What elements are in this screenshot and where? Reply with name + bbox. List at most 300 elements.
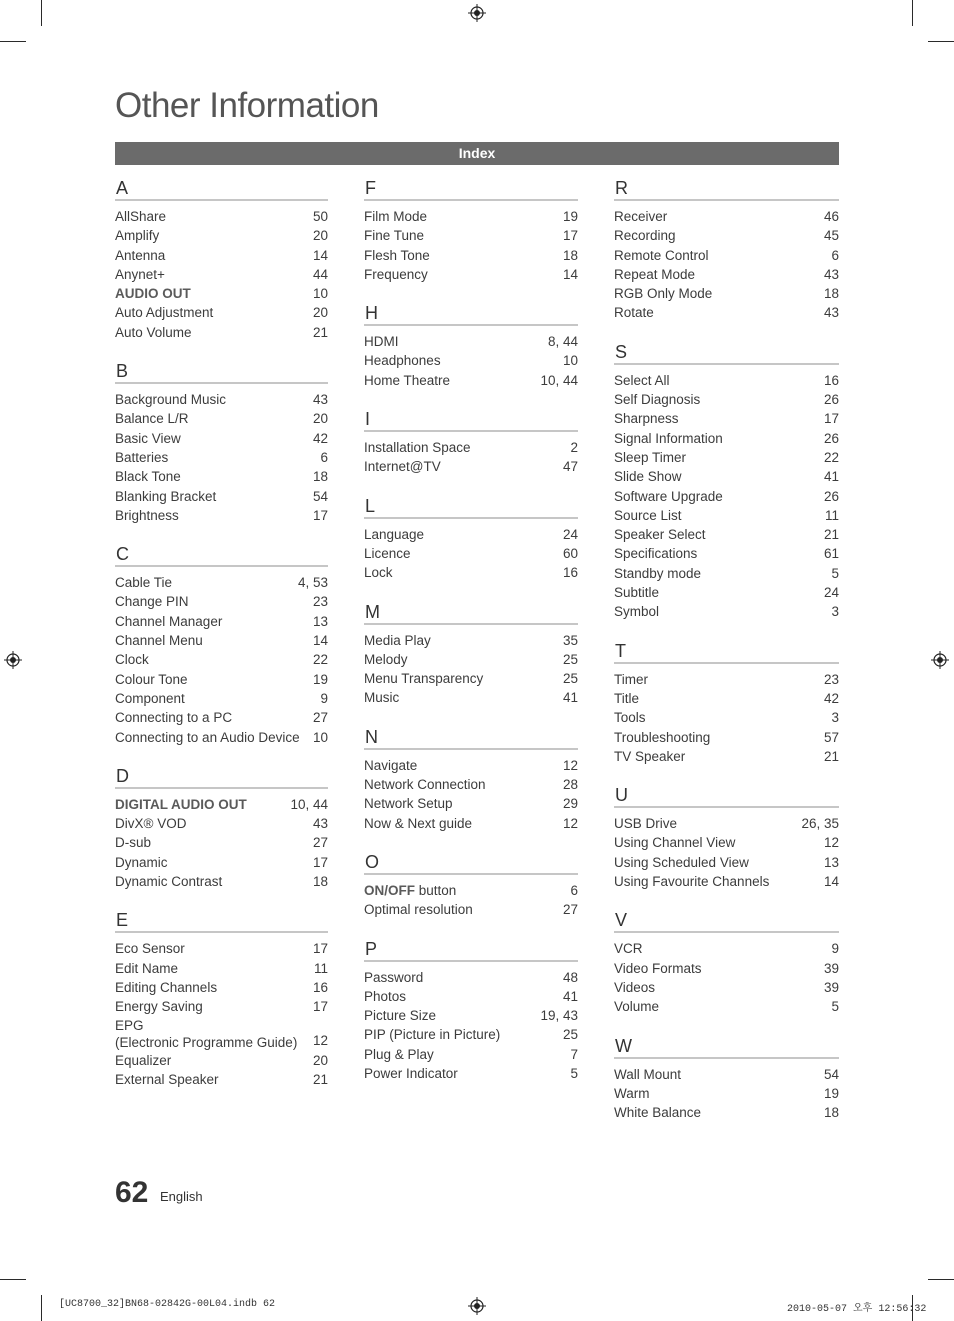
index-page-ref: 10, 44 bbox=[290, 796, 328, 812]
index-entry bbox=[115, 872, 328, 891]
index-entry bbox=[614, 409, 839, 428]
index-entry bbox=[614, 997, 839, 1016]
index-entry bbox=[115, 323, 328, 342]
index-term: Connecting to a PC bbox=[115, 710, 233, 726]
index-entry bbox=[614, 467, 839, 486]
index-term: Tools bbox=[614, 710, 646, 726]
index-page-ref: 18 bbox=[312, 469, 328, 485]
index-page-ref: 22 bbox=[312, 652, 328, 668]
index-entry bbox=[364, 544, 578, 563]
index-entry bbox=[614, 544, 839, 563]
index-entry bbox=[115, 959, 328, 978]
crop-mark bbox=[41, 0, 42, 26]
index-entry bbox=[115, 573, 328, 592]
index-term: Fine Tune bbox=[364, 228, 425, 244]
index-page-ref: 10 bbox=[312, 729, 328, 745]
index-term: Sleep Timer bbox=[614, 449, 687, 465]
index-entry bbox=[614, 226, 839, 245]
index-entry bbox=[364, 525, 578, 544]
section-letter: W bbox=[614, 1036, 839, 1059]
index-term: DIGITAL AUDIO OUT bbox=[115, 796, 247, 812]
index-entry bbox=[614, 959, 839, 978]
index-term: Volume bbox=[614, 999, 660, 1015]
index-entry bbox=[364, 332, 578, 351]
index-page-ref: 28 bbox=[562, 777, 578, 793]
index-term: Repeat Mode bbox=[614, 266, 696, 282]
index-entry bbox=[614, 371, 839, 390]
index-page-ref: 20 bbox=[312, 411, 328, 427]
index-entry bbox=[115, 487, 328, 506]
index-page-ref: 20 bbox=[312, 228, 328, 244]
index-page-ref: 25 bbox=[562, 671, 578, 687]
index-term: Language bbox=[364, 526, 425, 542]
index-term: Speaker Select bbox=[614, 527, 706, 543]
index-page-ref: 16 bbox=[562, 565, 578, 581]
index-term: Melody bbox=[364, 651, 408, 667]
index-page-ref: 23 bbox=[312, 594, 328, 610]
index-entry bbox=[364, 226, 578, 245]
index-entry bbox=[614, 448, 839, 467]
section-letter: E bbox=[115, 910, 328, 933]
section-letter: B bbox=[115, 361, 328, 384]
index-page-ref: 26 bbox=[823, 430, 839, 446]
index-entry bbox=[614, 246, 839, 265]
index-page-ref: 54 bbox=[823, 1066, 839, 1082]
index-page-ref: 2 bbox=[570, 440, 578, 456]
index-page-ref: 60 bbox=[562, 545, 578, 561]
index-entry bbox=[115, 833, 328, 852]
print-slug-file: [UC8700_32]BN68-02842G-00L04.indb 62 bbox=[59, 1299, 276, 1310]
index-entry bbox=[115, 1070, 328, 1089]
section-letter: S bbox=[614, 342, 839, 365]
index-page-ref: 17 bbox=[823, 411, 839, 427]
index-page-ref: 42 bbox=[312, 430, 328, 446]
index-term: Recording bbox=[614, 228, 676, 244]
index-entry bbox=[614, 853, 839, 872]
crop-mark bbox=[928, 1279, 954, 1280]
index-page-ref: 3 bbox=[831, 710, 839, 726]
index-term: Picture Size bbox=[364, 1008, 437, 1024]
index-section-v bbox=[614, 910, 839, 1016]
index-entry bbox=[115, 226, 328, 245]
index-entry bbox=[115, 429, 328, 448]
index-entry bbox=[364, 631, 578, 650]
index-entry bbox=[115, 448, 328, 467]
index-column-3 bbox=[614, 178, 839, 1141]
index-page-ref: 5 bbox=[831, 999, 839, 1015]
index-page-ref: 19 bbox=[312, 671, 328, 687]
index-entry bbox=[115, 978, 328, 997]
index-page-ref: 10 bbox=[562, 353, 578, 369]
section-letter: N bbox=[364, 727, 578, 750]
index-term: ON/OFF button bbox=[364, 882, 457, 898]
index-entry bbox=[364, 900, 578, 919]
index-term: Warm bbox=[614, 1085, 650, 1101]
index-entry bbox=[115, 997, 328, 1016]
index-term: Lock bbox=[364, 565, 393, 581]
index-term: White Balance bbox=[614, 1105, 702, 1121]
index-term: Blanking Bracket bbox=[115, 488, 217, 504]
index-page-ref: 43 bbox=[312, 816, 328, 832]
index-section-w bbox=[614, 1036, 839, 1123]
index-entry bbox=[364, 756, 578, 775]
index-page-ref: 14 bbox=[562, 266, 578, 282]
index-section-a bbox=[115, 178, 328, 342]
index-entry bbox=[614, 978, 839, 997]
index-term: Colour Tone bbox=[115, 671, 188, 687]
index-entry bbox=[115, 795, 328, 814]
index-term: USB Drive bbox=[614, 816, 678, 832]
index-entry bbox=[115, 506, 328, 525]
registration-mark-icon bbox=[931, 651, 949, 669]
section-letter: M bbox=[364, 602, 578, 625]
page-language: English bbox=[160, 1189, 203, 1204]
index-page-ref: 22 bbox=[823, 449, 839, 465]
index-entry bbox=[364, 265, 578, 284]
index-entry bbox=[115, 814, 328, 833]
index-section-s bbox=[614, 342, 839, 622]
index-page-ref: 13 bbox=[823, 854, 839, 870]
index-page-ref: 16 bbox=[823, 372, 839, 388]
index-section-m bbox=[364, 602, 578, 708]
index-page-ref: 21 bbox=[312, 1071, 328, 1087]
index-page-ref: 18 bbox=[823, 1105, 839, 1121]
index-entry bbox=[614, 872, 839, 891]
index-section-l bbox=[364, 496, 578, 583]
page-number: 62 bbox=[115, 1176, 149, 1209]
index-entry bbox=[614, 506, 839, 525]
index-entry bbox=[614, 833, 839, 852]
index-term: Anynet+ bbox=[115, 266, 165, 282]
index-term: Timer bbox=[614, 671, 648, 687]
index-term: Channel Menu bbox=[115, 633, 203, 649]
index-term: Rotate bbox=[614, 305, 654, 321]
index-page-ref: 18 bbox=[312, 874, 328, 890]
index-page-ref: 43 bbox=[312, 392, 328, 408]
index-entry bbox=[364, 246, 578, 265]
index-page-ref: 18 bbox=[562, 247, 578, 263]
index-term: Subtitle bbox=[614, 585, 660, 601]
index-term: Film Mode bbox=[364, 209, 428, 224]
index-entry bbox=[115, 265, 328, 284]
index-term: Title bbox=[614, 690, 640, 706]
index-page-ref: 41 bbox=[823, 469, 839, 485]
index-page-ref: 12 bbox=[823, 835, 839, 851]
index-entry bbox=[364, 775, 578, 794]
index-page-ref: 21 bbox=[312, 324, 328, 340]
index-page-ref: 26, 35 bbox=[801, 816, 839, 832]
index-term: Using Scheduled View bbox=[614, 854, 749, 870]
crop-mark bbox=[928, 41, 954, 42]
index-page-ref: 35 bbox=[562, 632, 578, 648]
index-term: External Speaker bbox=[115, 1071, 219, 1087]
index-entry bbox=[614, 265, 839, 284]
index-page-ref: 4, 53 bbox=[297, 575, 328, 591]
index-page-ref: 7 bbox=[570, 1046, 578, 1062]
index-term: Troubleshooting bbox=[614, 729, 711, 745]
index-entry bbox=[614, 602, 839, 621]
index-entry bbox=[614, 1065, 839, 1084]
index-term: Using Channel View bbox=[614, 835, 736, 851]
index-page-ref: 19, 43 bbox=[540, 1008, 578, 1024]
index-page-ref: 12 bbox=[562, 757, 578, 773]
index-section-e bbox=[115, 910, 328, 1089]
index-entry bbox=[614, 747, 839, 766]
index-entry bbox=[364, 371, 578, 390]
index-page-ref: 19 bbox=[823, 1085, 839, 1101]
section-letter: I bbox=[364, 409, 578, 432]
index-entry bbox=[364, 457, 578, 476]
index-term: Standby mode bbox=[614, 565, 702, 581]
section-letter: R bbox=[614, 178, 839, 201]
index-page-ref: 6 bbox=[831, 247, 839, 263]
index-term: Batteries bbox=[115, 449, 169, 465]
index-page-ref: 9 bbox=[320, 690, 328, 706]
index-term: Flesh Tone bbox=[364, 247, 430, 263]
index-term: Black Tone bbox=[115, 469, 181, 485]
index-entry bbox=[115, 284, 328, 303]
index-page-ref: 41 bbox=[562, 690, 578, 706]
index-page-ref: 20 bbox=[312, 305, 328, 321]
index-page-ref: 8, 44 bbox=[547, 334, 578, 350]
index-entry bbox=[364, 563, 578, 582]
index-entry bbox=[614, 583, 839, 602]
index-entry bbox=[115, 650, 328, 669]
index-page-ref: 18 bbox=[823, 286, 839, 302]
index-term: Change PIN bbox=[115, 594, 189, 610]
index-term: RGB Only Mode bbox=[614, 286, 713, 302]
index-page-ref: 27 bbox=[312, 835, 328, 851]
index-section-i bbox=[364, 409, 578, 477]
index-entry bbox=[614, 939, 839, 958]
index-entry bbox=[614, 564, 839, 583]
index-entry bbox=[115, 1017, 328, 1051]
index-term: Plug & Play bbox=[364, 1046, 434, 1062]
index-term: Basic View bbox=[115, 430, 181, 446]
index-entry bbox=[364, 650, 578, 669]
section-letter: H bbox=[364, 303, 578, 326]
index-term: VCR bbox=[614, 941, 643, 957]
index-entry bbox=[115, 409, 328, 428]
index-term: Licence bbox=[364, 545, 411, 561]
index-term: HDMI bbox=[364, 334, 399, 350]
registration-mark-icon bbox=[468, 1297, 486, 1315]
section-letter: D bbox=[115, 766, 328, 789]
index-term: Slide Show bbox=[614, 469, 682, 485]
index-term: Antenna bbox=[115, 247, 166, 263]
index-page-ref: 47 bbox=[562, 459, 578, 475]
index-entry bbox=[364, 688, 578, 707]
index-term: Edit Name bbox=[115, 960, 179, 976]
index-page-ref: 5 bbox=[570, 1066, 578, 1082]
index-entry bbox=[115, 303, 328, 322]
crop-mark bbox=[912, 0, 913, 26]
index-entry bbox=[115, 689, 328, 708]
index-term: Connecting to an Audio Device bbox=[115, 729, 300, 745]
index-term: Balance L/R bbox=[115, 411, 189, 427]
index-term: Password bbox=[364, 969, 424, 985]
index-page-ref: 17 bbox=[562, 228, 578, 244]
index-entry bbox=[115, 612, 328, 631]
index-page-ref: 5 bbox=[831, 565, 839, 581]
index-term: Cable Tie bbox=[115, 575, 173, 591]
index-term: Menu Transparency bbox=[364, 671, 484, 687]
index-term: Eco Sensor bbox=[115, 941, 185, 957]
index-section-d bbox=[115, 766, 328, 891]
index-term: Dynamic Contrast bbox=[115, 874, 223, 890]
index-page-ref: 44 bbox=[312, 266, 328, 282]
index-entry bbox=[614, 390, 839, 409]
index-entry bbox=[115, 708, 328, 727]
index-term: Navigate bbox=[364, 757, 418, 773]
index-page-ref: 13 bbox=[312, 613, 328, 629]
index-term: Brightness bbox=[115, 507, 179, 523]
crop-mark bbox=[0, 1279, 26, 1280]
index-entry bbox=[364, 1006, 578, 1025]
index-page-ref: 19 bbox=[562, 209, 578, 224]
index-entry bbox=[614, 525, 839, 544]
index-page-ref: 11 bbox=[313, 960, 328, 976]
index-entry bbox=[115, 467, 328, 486]
index-section-u bbox=[614, 785, 839, 891]
index-term: Dynamic bbox=[115, 854, 168, 870]
index-entry bbox=[364, 1064, 578, 1083]
crop-mark bbox=[0, 41, 26, 42]
index-page-ref: 41 bbox=[562, 988, 578, 1004]
index-term: Channel Manager bbox=[115, 613, 223, 629]
index-page-ref: 54 bbox=[312, 488, 328, 504]
index-section-n bbox=[364, 727, 578, 833]
index-page-ref: 26 bbox=[823, 392, 839, 408]
index-term: Network Setup bbox=[364, 796, 453, 812]
index-term: PIP (Picture in Picture) bbox=[364, 1027, 501, 1043]
index-term: Frequency bbox=[364, 266, 428, 282]
index-entry bbox=[115, 728, 328, 747]
index-page-ref: 11 bbox=[824, 507, 839, 523]
index-entry bbox=[364, 438, 578, 457]
index-term: Headphones bbox=[364, 353, 441, 369]
index-term: Auto Volume bbox=[115, 324, 192, 340]
index-entry bbox=[614, 487, 839, 506]
index-page-ref: 12 bbox=[312, 1033, 328, 1049]
index-page-ref: 24 bbox=[562, 526, 578, 542]
section-letter: C bbox=[115, 544, 328, 567]
index-page-ref: 39 bbox=[823, 960, 839, 976]
index-entry bbox=[614, 670, 839, 689]
index-entry bbox=[614, 1103, 839, 1122]
index-term: Network Connection bbox=[364, 777, 486, 793]
index-term: AllShare bbox=[115, 209, 167, 224]
index-term: Internet@TV bbox=[364, 459, 441, 475]
index-entry bbox=[614, 708, 839, 727]
section-letter: L bbox=[364, 496, 578, 519]
index-term: Editing Channels bbox=[115, 979, 218, 995]
index-term: Self Diagnosis bbox=[614, 392, 701, 408]
index-term: Receiver bbox=[614, 209, 668, 224]
index-section-o bbox=[364, 852, 578, 920]
index-page-ref: 21 bbox=[823, 748, 839, 764]
index-term: DivX® VOD bbox=[115, 816, 187, 832]
index-entry bbox=[364, 881, 578, 900]
index-header-bar: Index bbox=[115, 142, 839, 165]
index-entry bbox=[614, 689, 839, 708]
index-section-r bbox=[614, 178, 839, 323]
index-term: Power Indicator bbox=[364, 1066, 458, 1082]
index-entry bbox=[115, 592, 328, 611]
index-entry bbox=[614, 728, 839, 747]
index-entry bbox=[614, 303, 839, 322]
index-entry bbox=[364, 207, 578, 226]
index-column-1 bbox=[115, 178, 328, 1108]
index-page-ref: 3 bbox=[831, 604, 839, 620]
index-entry bbox=[364, 351, 578, 370]
index-page-ref: 21 bbox=[823, 527, 839, 543]
index-entry bbox=[115, 853, 328, 872]
index-term: Amplify bbox=[115, 228, 160, 244]
index-term: Wall Mount bbox=[614, 1066, 682, 1082]
index-page-ref: 25 bbox=[562, 651, 578, 667]
index-page-ref: 45 bbox=[823, 228, 839, 244]
index-entry bbox=[115, 1051, 328, 1070]
index-page-ref: 25 bbox=[562, 1027, 578, 1043]
index-entry bbox=[614, 429, 839, 448]
index-section-b bbox=[115, 361, 328, 525]
section-letter: P bbox=[364, 939, 578, 962]
section-letter: U bbox=[614, 785, 839, 808]
section-letter: V bbox=[614, 910, 839, 933]
index-page-ref: 16 bbox=[312, 979, 328, 995]
section-letter: F bbox=[364, 178, 578, 201]
index-page-ref: 46 bbox=[823, 209, 839, 224]
index-page-ref: 6 bbox=[320, 449, 328, 465]
section-letter: O bbox=[364, 852, 578, 875]
index-term: Select All bbox=[614, 372, 670, 388]
index-page-ref: 43 bbox=[823, 305, 839, 321]
index-section-f bbox=[364, 178, 578, 284]
index-entry bbox=[115, 670, 328, 689]
index-term: Now & Next guide bbox=[364, 815, 473, 831]
index-entry bbox=[115, 939, 328, 958]
index-entry bbox=[115, 631, 328, 650]
index-term: Videos bbox=[614, 979, 656, 995]
index-page-ref: 39 bbox=[823, 979, 839, 995]
index-term: Symbol bbox=[614, 604, 660, 620]
index-column-2 bbox=[364, 178, 578, 1102]
index-term: Software Upgrade bbox=[614, 488, 723, 504]
index-page-ref: 50 bbox=[312, 209, 328, 224]
index-page-ref: 14 bbox=[823, 874, 839, 890]
registration-mark-icon bbox=[4, 651, 22, 669]
index-page-ref: 10 bbox=[312, 286, 328, 302]
index-term: Music bbox=[364, 690, 400, 706]
index-page-ref: 24 bbox=[823, 585, 839, 601]
index-term: Component bbox=[115, 690, 185, 706]
index-section-p bbox=[364, 939, 578, 1084]
index-page-ref: 17 bbox=[312, 854, 328, 870]
section-letter: A bbox=[115, 178, 328, 201]
index-page-ref: 12 bbox=[562, 815, 578, 831]
index-entry bbox=[364, 1045, 578, 1064]
index-term: D-sub bbox=[115, 835, 152, 851]
index-term: Signal Information bbox=[614, 430, 723, 446]
index-page-ref: 17 bbox=[312, 507, 328, 523]
index-page-ref: 61 bbox=[823, 546, 839, 562]
index-page-ref: 23 bbox=[823, 671, 839, 687]
index-term: Home Theatre bbox=[364, 372, 451, 388]
index-page-ref: 17 bbox=[312, 941, 328, 957]
index-entry bbox=[364, 968, 578, 987]
index-entry bbox=[614, 1084, 839, 1103]
